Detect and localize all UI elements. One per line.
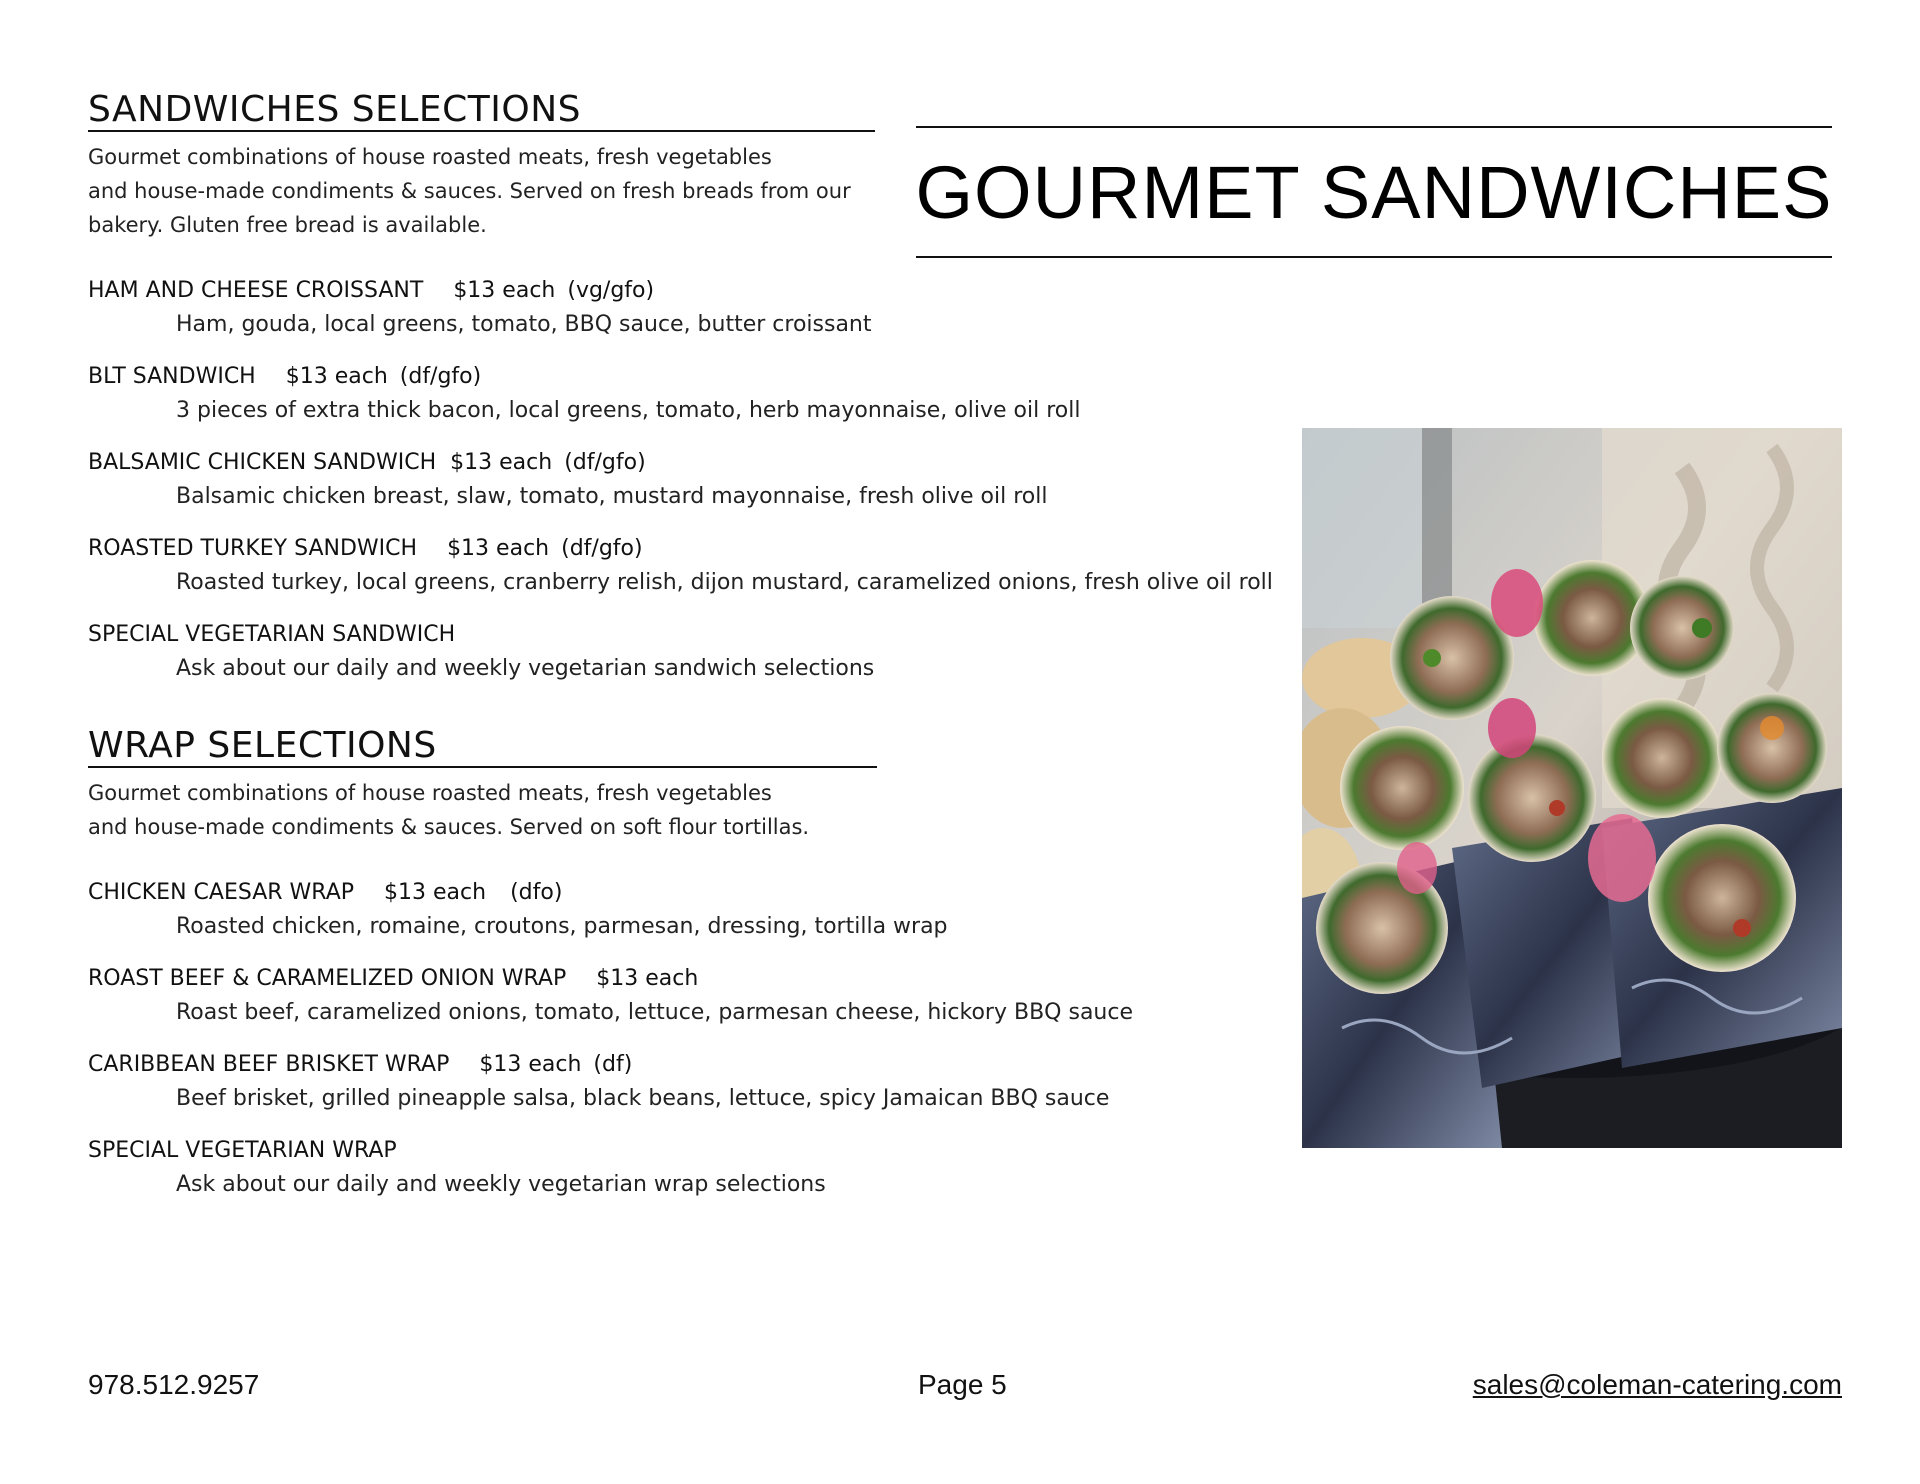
- menu-item-name: SPECIAL VEGETARIAN WRAP: [88, 1138, 397, 1163]
- menu-item: [88, 962, 1268, 1030]
- menu-item-header: [88, 618, 1268, 652]
- menu-item-header: [88, 274, 1268, 308]
- menu-item-name: BLT SANDWICH: [88, 364, 256, 389]
- menu-item-header: [88, 876, 1268, 910]
- footer-phone: 978.512.9257: [88, 1369, 260, 1400]
- menu-item-price: $13 each: [285, 364, 388, 389]
- menu-item-description: Beef brisket, grilled pineapple salsa, black beans, lettuce, spicy Jamaican BBQ sauce: [176, 1086, 1110, 1111]
- menu-item-description: Ask about our daily and weekly vegetarian wrap selections: [176, 1172, 826, 1197]
- menu-item-header: [88, 532, 1268, 566]
- menu-item-name: CARIBBEAN BEEF BRISKET WRAP: [88, 1052, 450, 1077]
- menu-item-tags: (df/gfo): [399, 364, 482, 389]
- menu-item-header: [88, 360, 1268, 394]
- menu-item-price: $13 each: [479, 1052, 582, 1077]
- menu-item-price: $13 each: [447, 536, 550, 561]
- menu-item: [88, 446, 1268, 514]
- wraps-intro-line: and house-made condiments & sauces. Served on soft flour tortillas.: [88, 815, 810, 839]
- wraps-list: [88, 876, 1268, 1202]
- menu-item-description: Roasted turkey, local greens, cranberry relish, dijon mustard, caramelized onions, fresh olive oil roll: [176, 570, 1273, 595]
- menu-item-header: [88, 446, 1268, 480]
- menu-item-price: $13 each: [450, 450, 553, 475]
- menu-item-tags: (dfo): [510, 880, 563, 905]
- wraps-intro-line: Gourmet combinations of house roasted meats, fresh vegetables: [88, 781, 772, 805]
- menu-item-price: $13 each: [596, 966, 699, 991]
- wraps-intro: [88, 776, 888, 844]
- sandwiches-intro-line: bakery. Gluten free bread is available.: [88, 213, 487, 237]
- menu-item-name: BALSAMIC CHICKEN SANDWICH: [88, 450, 437, 475]
- wraps-heading: WRAP SELECTIONS: [88, 724, 877, 768]
- menu-item-price: $13 each: [453, 278, 556, 303]
- menu-item-description: Balsamic chicken breast, slaw, tomato, mustard mayonnaise, fresh olive oil roll: [176, 484, 1048, 509]
- page-title-block: [916, 126, 1832, 258]
- menu-item-name: SPECIAL VEGETARIAN SANDWICH: [88, 622, 456, 647]
- menu-item-header: [88, 1048, 1268, 1082]
- menu-item-tags: (vg/gfo): [567, 278, 655, 303]
- menu-item-tags: (df): [593, 1052, 633, 1077]
- menu-item: [88, 532, 1273, 600]
- wraps-platter-illustration: [1302, 428, 1842, 1148]
- sandwiches-intro-line: and house-made condiments & sauces. Served on fresh breads from our: [88, 179, 851, 203]
- menu-item-tags: (df/gfo): [561, 536, 643, 561]
- menu-item: [88, 618, 1268, 686]
- footer-page-number: Page 5: [918, 1369, 1007, 1400]
- menu-item-name: CHICKEN CAESAR WRAP: [88, 880, 355, 905]
- sandwiches-intro: [88, 140, 888, 242]
- menu-item-description: 3 pieces of extra thick bacon, local greens, tomato, herb mayonnaise, olive oil roll: [176, 398, 1081, 423]
- footer-email-link[interactable]: sales@coleman-catering.com: [1472, 1369, 1842, 1400]
- menu-item: [88, 1048, 1268, 1116]
- menu-item-price: $13 each: [384, 880, 487, 905]
- menu-item-name: HAM AND CHEESE CROISSANT: [88, 278, 424, 303]
- menu-item-description: Roast beef, caramelized onions, tomato, lettuce, parmesan cheese, hickory BBQ sauce: [176, 1000, 1133, 1025]
- menu-item-description: Ask about our daily and weekly vegetarian sandwich selections: [176, 656, 875, 681]
- page-title: GOURMET SANDWICHES: [915, 150, 1833, 234]
- menu-item: [88, 360, 1268, 428]
- sandwiches-intro-line: Gourmet combinations of house roasted meats, fresh vegetables: [88, 145, 772, 169]
- menu-item-description: Ham, gouda, local greens, tomato, BBQ sauce, butter croissant: [176, 312, 872, 337]
- menu-item: [88, 1134, 1268, 1202]
- menu-item-name: ROAST BEEF & CARAMELIZED ONION WRAP: [88, 966, 567, 991]
- sandwiches-heading: SANDWICHES SELECTIONS: [88, 88, 875, 132]
- sandwiches-list: [88, 274, 1273, 686]
- wraps-section: [88, 724, 1268, 1202]
- menu-item-header: [88, 962, 1268, 996]
- menu-item-name: ROASTED TURKEY SANDWICH: [88, 536, 418, 561]
- wraps-platter-photo: [1302, 428, 1842, 1148]
- menu-item-description: Roasted chicken, romaine, croutons, parmesan, dressing, tortilla wrap: [176, 914, 948, 939]
- menu-item: [88, 876, 1268, 944]
- menu-item-header: [88, 1134, 1268, 1168]
- menu-item: [88, 274, 1268, 342]
- menu-item-tags: (df/gfo): [564, 450, 646, 475]
